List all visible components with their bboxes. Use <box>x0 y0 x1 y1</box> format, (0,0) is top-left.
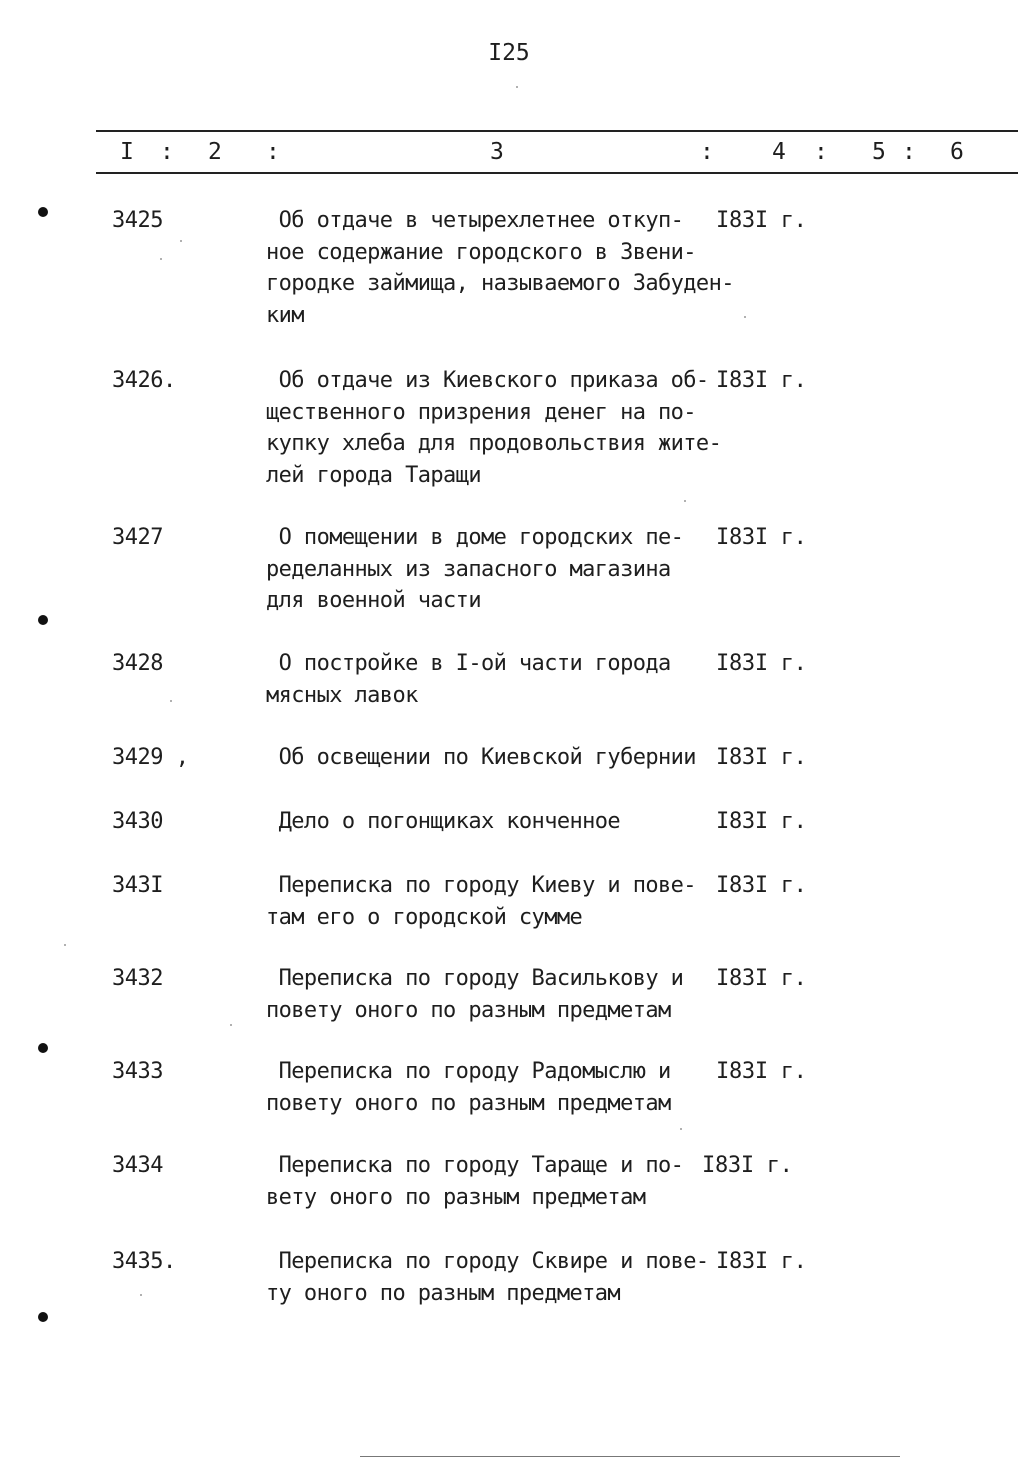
scan-speck <box>140 1294 142 1296</box>
record-number: 3427 <box>112 525 163 550</box>
record-year: I83I г. <box>716 1059 807 1084</box>
scan-speck <box>160 258 162 260</box>
title-line: ту оного по разным предметам <box>266 1280 621 1306</box>
binding-hole-dot <box>38 207 48 217</box>
title-line: Переписка по городу Василькову и <box>266 966 684 991</box>
record-number: 3432 <box>112 966 163 991</box>
header-col-3: 3 <box>490 139 504 165</box>
record-title <box>266 1246 736 1309</box>
header-separator: : <box>700 139 714 165</box>
record-year: I83I г. <box>716 745 807 770</box>
record-number: 3433 <box>112 1059 163 1084</box>
record-year: I83I г. <box>716 208 807 233</box>
header-separator: : <box>814 139 828 165</box>
title-line: Об отдаче из Киевского приказа об- <box>266 368 709 393</box>
header-col-5: 5 <box>872 139 886 165</box>
title-line: Переписка по городу Радомыслю и <box>266 1059 671 1084</box>
header-col-2: 2 <box>208 139 222 165</box>
record-title <box>266 205 736 331</box>
header-col-6: 6 <box>950 139 964 165</box>
scan-speck <box>180 240 182 242</box>
record-year: I83I г. <box>716 1249 807 1274</box>
title-line: ное содержание городского в Звени- <box>266 239 696 265</box>
title-line: щественного призрения денег на по- <box>266 399 696 425</box>
title-line: Переписка по городу Тараще и по- <box>266 1153 684 1178</box>
record-year: I83I г. <box>716 873 807 898</box>
record-number: 3434 <box>112 1153 163 1178</box>
record-title <box>266 870 736 933</box>
record-number: 3426. <box>112 368 176 393</box>
table-top-rule <box>96 130 1018 132</box>
record-title <box>266 742 736 774</box>
header-col-4: 4 <box>772 139 786 165</box>
title-line: Дело о погонщиках конченное <box>266 809 621 834</box>
record-title <box>266 806 736 838</box>
title-line: Об освещении по Киевской губернии <box>266 745 696 770</box>
header-separator: : <box>266 139 280 165</box>
title-line: городке займища, называемого Забуден- <box>266 271 734 297</box>
scan-speck <box>64 944 66 946</box>
scan-speck <box>170 700 172 702</box>
title-line: ким <box>266 302 304 328</box>
record-title <box>266 522 736 617</box>
record-year: I83I г. <box>716 368 807 393</box>
title-line: повету оного по разным предметам <box>266 1090 671 1116</box>
record-number: 343I <box>112 873 163 898</box>
table-header-rule <box>96 172 1018 174</box>
scan-speck <box>744 316 746 318</box>
binding-hole-dot <box>38 1043 48 1053</box>
record-year: I83I г. <box>716 651 807 676</box>
record-number: 3435. <box>112 1249 176 1274</box>
title-line: ределанных из запасного магазина <box>266 556 671 582</box>
record-number: 3429 , <box>112 745 189 770</box>
scan-speck <box>684 500 686 502</box>
title-line: для военной части <box>266 588 481 614</box>
record-title <box>266 1150 736 1213</box>
header-col-1: I <box>120 139 134 165</box>
scan-bottom-edge <box>360 1456 900 1457</box>
record-number: 3425 <box>112 208 163 233</box>
record-number: 3430 <box>112 809 163 834</box>
title-line: там его о городской сумме <box>266 904 583 930</box>
title-line: Об отдаче в четырехлетнее откуп- <box>266 208 684 233</box>
title-line: вету оного по разным предметам <box>266 1184 646 1210</box>
scan-speck <box>516 86 518 88</box>
binding-hole-dot <box>38 1312 48 1322</box>
title-line: лей города Таращи <box>266 462 481 488</box>
header-separator: : <box>160 139 174 165</box>
record-title <box>266 365 736 491</box>
record-year: I83I г. <box>702 1153 793 1178</box>
binding-hole-dot <box>38 615 48 625</box>
title-line: Переписка по городу Сквире и пове- <box>266 1249 709 1274</box>
page-number: I25 <box>488 40 530 66</box>
header-separator: : <box>902 139 916 165</box>
scan-speck <box>230 1024 232 1026</box>
scan-speck <box>680 1128 682 1130</box>
title-line: мясных лавок <box>266 682 418 708</box>
title-line: О помещении в доме городских пе- <box>266 525 684 550</box>
record-title <box>266 1056 736 1119</box>
record-number: 3428 <box>112 651 163 676</box>
title-line: купку хлеба для продовольствия жите- <box>266 431 722 457</box>
record-title <box>266 963 736 1026</box>
record-year: I83I г. <box>716 966 807 991</box>
title-line: О постройке в I-ой части города <box>266 651 671 676</box>
record-year: I83I г. <box>716 525 807 550</box>
record-title <box>266 648 736 711</box>
record-year: I83I г. <box>716 809 807 834</box>
title-line: Переписка по городу Киеву и пове- <box>266 873 696 898</box>
title-line: повету оного по разным предметам <box>266 997 671 1023</box>
